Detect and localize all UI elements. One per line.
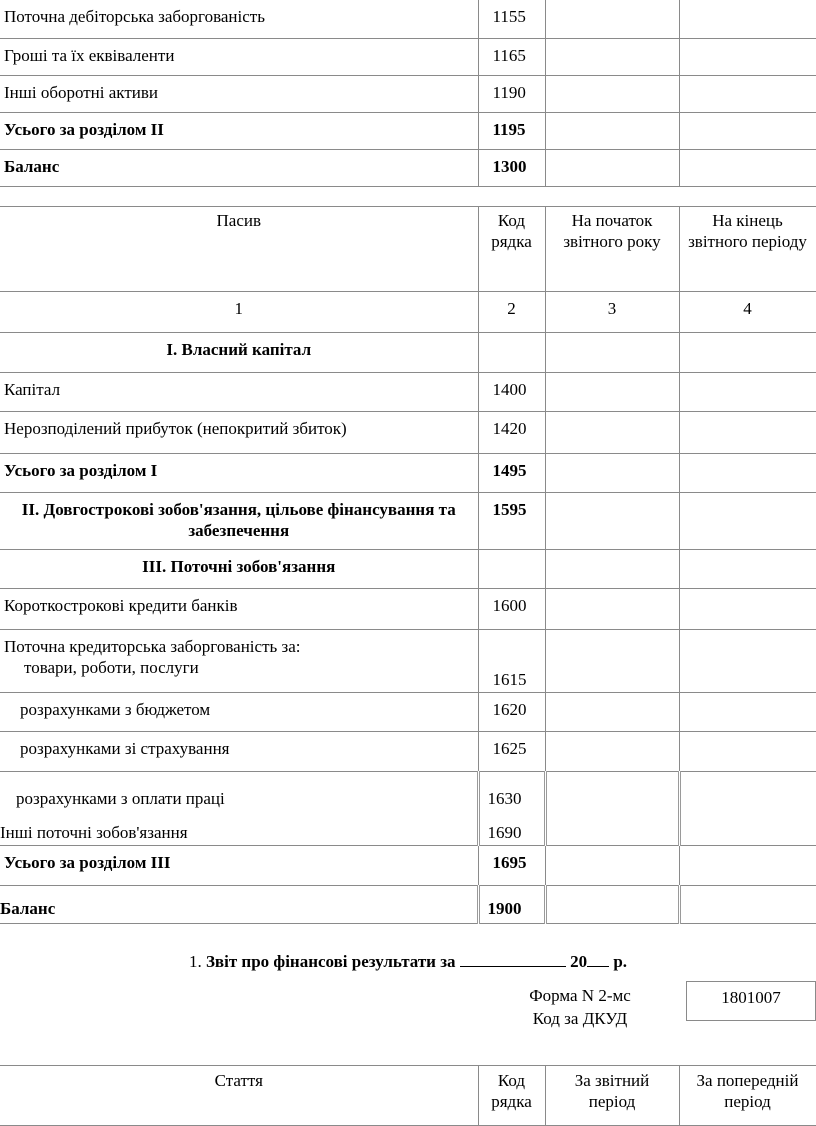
row-code: 1690 [478,812,545,846]
row-label: розрахунками зі страхування [0,732,478,772]
table-row [0,39,816,76]
table-row [0,693,816,732]
row-label: Капітал [0,373,478,412]
row-label: Усього за розділом II [0,113,478,150]
section-title: І. Власний капітал [0,333,478,373]
row-code: 1900 [478,886,545,924]
table-row [0,412,816,454]
section-title: III. Поточні зобов'язання [0,550,478,589]
liabilities-table [0,206,816,924]
table-row [0,589,816,630]
row-code: 1155 [478,0,545,39]
value-end [679,150,816,187]
header-end: На кінець звітного періоду [679,207,816,292]
value-end [679,113,816,150]
row-code: 1190 [478,76,545,113]
value-start [545,0,679,39]
row-label: Поточна дебіторська заборгованість [0,0,478,39]
table-row [0,150,816,187]
report-number: 1. [188,952,202,971]
table-row [0,812,816,846]
row-label: Баланс [0,150,478,187]
table-row [0,886,816,924]
value-start [545,113,679,150]
col-number-1: 1 [0,292,478,333]
form-number-label: Форма N 2-мс [529,986,631,1005]
row-code: 1625 [478,732,545,772]
header-code: Код рядка [478,207,545,292]
row-code: 1495 [478,454,545,493]
row-code: 1400 [478,373,545,412]
header-current: За звітний період [545,1066,679,1126]
col-number-3: 3 [545,292,679,333]
report-title-text: Звіт про фінансові результати за [205,952,456,971]
value-end [679,76,816,113]
row-code: 1615 [478,630,545,693]
col-number-4: 4 [679,292,816,333]
header-previous: За попередній період [679,1066,816,1126]
table-row [0,732,816,772]
table-row [0,772,816,812]
table-row [0,454,816,493]
row-code: 1165 [478,39,545,76]
row-label: Баланс [0,886,478,924]
table-row [0,0,816,39]
value-end [679,39,816,76]
row-label: Інші поточні зобов'язання [0,822,188,842]
report-title [0,952,816,972]
table-row [0,846,816,886]
row-label: Інші оборотні активи [0,76,478,113]
year-suffix: р. [613,952,628,971]
table-row [0,630,816,693]
row-code: 1420 [478,412,545,454]
row-code: 1195 [478,113,545,150]
fin-header-row [0,1066,816,1126]
row-label: Усього за розділом I [0,454,478,493]
section-title: II. Довгострокові зобов'язання, цільове фінансування та забезпечення [0,493,478,550]
value-start [545,76,679,113]
section-row [0,333,816,373]
dkud-code-box: 1801007 [686,981,816,1021]
row-code: 1600 [478,589,545,630]
dkud-label: Код за ДКУД [532,1009,628,1028]
table-row [0,76,816,113]
section-row [0,493,816,550]
header-article: Стаття [0,1066,478,1126]
liab-header-row [0,207,816,292]
row-code: 1695 [478,846,545,886]
period-blank [460,952,566,967]
row-label-line: Поточна кредиторська заборгованість за: [4,637,301,656]
row-code: 1300 [478,150,545,187]
financial-results-table [0,1065,816,1126]
row-code: 1620 [478,693,545,732]
row-code: 1595 [478,493,545,550]
row-label [0,630,478,693]
row-label: розрахунками з оплати праці [16,789,225,808]
row-label-line: товари, роботи, послуги [24,658,199,677]
assets-table [0,0,816,187]
header-start: На початок звітного року [545,207,679,292]
table-row [0,373,816,412]
row-label: Усього за розділом III [0,846,478,886]
value-end [679,0,816,39]
form-labels [500,984,660,1030]
row-label: розрахунками з бюджетом [0,693,478,732]
row-label: Гроші та їх еквіваленти [0,39,478,76]
value-start [545,150,679,187]
liab-numbers-row [0,292,816,333]
col-number-2: 2 [478,292,545,333]
year-blank [587,952,609,967]
table-row [0,113,816,150]
year-prefix: 20 [570,952,588,971]
row-code: 1630 [478,772,545,812]
row-label: Нерозподілений прибуток (непокритий збиток) [0,412,478,454]
row-label: Короткострокові кредити банків [0,589,478,630]
header-code: Код рядка [478,1066,545,1126]
value-start [545,39,679,76]
header-pasiv: Пасив [0,207,478,292]
section-row [0,550,816,589]
